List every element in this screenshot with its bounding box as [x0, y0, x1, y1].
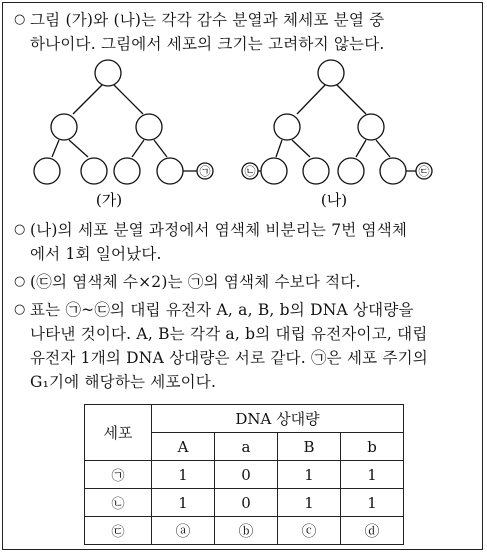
table-value: 1: [341, 489, 404, 517]
cell-na-mid-right: [358, 114, 384, 140]
mark-na-right: ㉢: [418, 165, 430, 178]
row-cell-label: ㉡: [85, 489, 152, 517]
table-value: 1: [278, 489, 341, 517]
table-value: 0: [215, 489, 278, 517]
point-3: [14, 298, 472, 394]
mark-na-left: ㉡: [244, 165, 256, 178]
cell-na-mid-left: [274, 114, 300, 140]
table-value: 1: [152, 461, 215, 489]
point-3-line-2: 나타낸 것이다. A, B는 각각 a, b의 대립 유전자이고, 대립: [30, 325, 428, 343]
intro-line-1: 그림 (가)와 (나)는 각각 감수 분열과 체세포 분열 중: [30, 11, 385, 29]
bullet-icon: ○: [14, 302, 26, 317]
table-value: 1: [341, 461, 404, 489]
point-3-line-4: G₁기에 해당하는 세포이다.: [30, 373, 217, 391]
cell-ga-leaf-3: [114, 158, 140, 184]
table-value: ⓑ: [215, 517, 278, 545]
table-value: ⓓ: [341, 517, 404, 545]
caption-ga: (가): [95, 191, 123, 209]
table-value: ⓐ: [152, 517, 215, 545]
bullet-icon: ○: [14, 12, 26, 27]
header-cell: 세포: [85, 405, 152, 461]
table-row: [85, 489, 404, 517]
header-dna: DNA 상대량: [152, 405, 404, 433]
intro-line-2: 하나이다. 그림에서 세포의 크기는 고려하지 않는다.: [30, 35, 385, 53]
dna-table: [84, 404, 404, 545]
bullet-icon: ○: [14, 222, 26, 237]
table-value: 0: [215, 461, 278, 489]
diagram-na: [242, 60, 432, 209]
mark-ga: ㉠: [199, 165, 211, 178]
cell-ga-mid-right: [136, 114, 162, 140]
cell-ga-leaf-4: [157, 158, 183, 184]
point-2-line-1: (㉢의 염색체 수×2)는 ㉠의 염색체 수보다 적다.: [30, 273, 361, 291]
point-1: [14, 218, 472, 266]
col-b: b: [341, 433, 404, 461]
table-value: ⓒ: [278, 517, 341, 545]
table-header-row: [85, 405, 404, 433]
cell-na-leaf-2: [303, 158, 329, 184]
point-3-line-3: 유전자 1개의 DNA 상대량은 서로 같다. ㉠은 세포 주기의: [30, 349, 428, 367]
caption-na: (나): [320, 191, 348, 209]
cell-ga-root: [95, 60, 121, 86]
cell-na-root: [318, 60, 344, 86]
table-value: 1: [278, 461, 341, 489]
point-1-line-1: (나)의 세포 분열 과정에서 염색체 비분리는 7번 염색체: [30, 221, 408, 239]
col-A: A: [152, 433, 215, 461]
diagram-ga: [34, 60, 213, 209]
cell-division-diagram: [0, 0, 487, 215]
row-cell-label: ㉢: [85, 517, 152, 545]
point-1-line-2: 에서 1회 일어났다.: [30, 245, 162, 263]
cell-ga-leaf-2: [81, 158, 107, 184]
cell-na-leaf-1: [261, 158, 287, 184]
point-3-line-1: 표는 ㉠~㉢의 대립 유전자 A, a, B, b의 DNA 상대량을: [30, 301, 414, 319]
point-2: [14, 270, 472, 294]
cell-na-leaf-3: [338, 158, 364, 184]
cell-ga-mid-left: [51, 114, 77, 140]
row-cell-label: ㉠: [85, 461, 152, 489]
cell-ga-leaf-1: [34, 158, 60, 184]
cell-na-leaf-4: [380, 158, 406, 184]
bullet-icon: ○: [14, 274, 26, 289]
col-a: a: [215, 433, 278, 461]
col-B: B: [278, 433, 341, 461]
table-row: [85, 517, 404, 545]
table-row: [85, 461, 404, 489]
table-value: 1: [152, 489, 215, 517]
